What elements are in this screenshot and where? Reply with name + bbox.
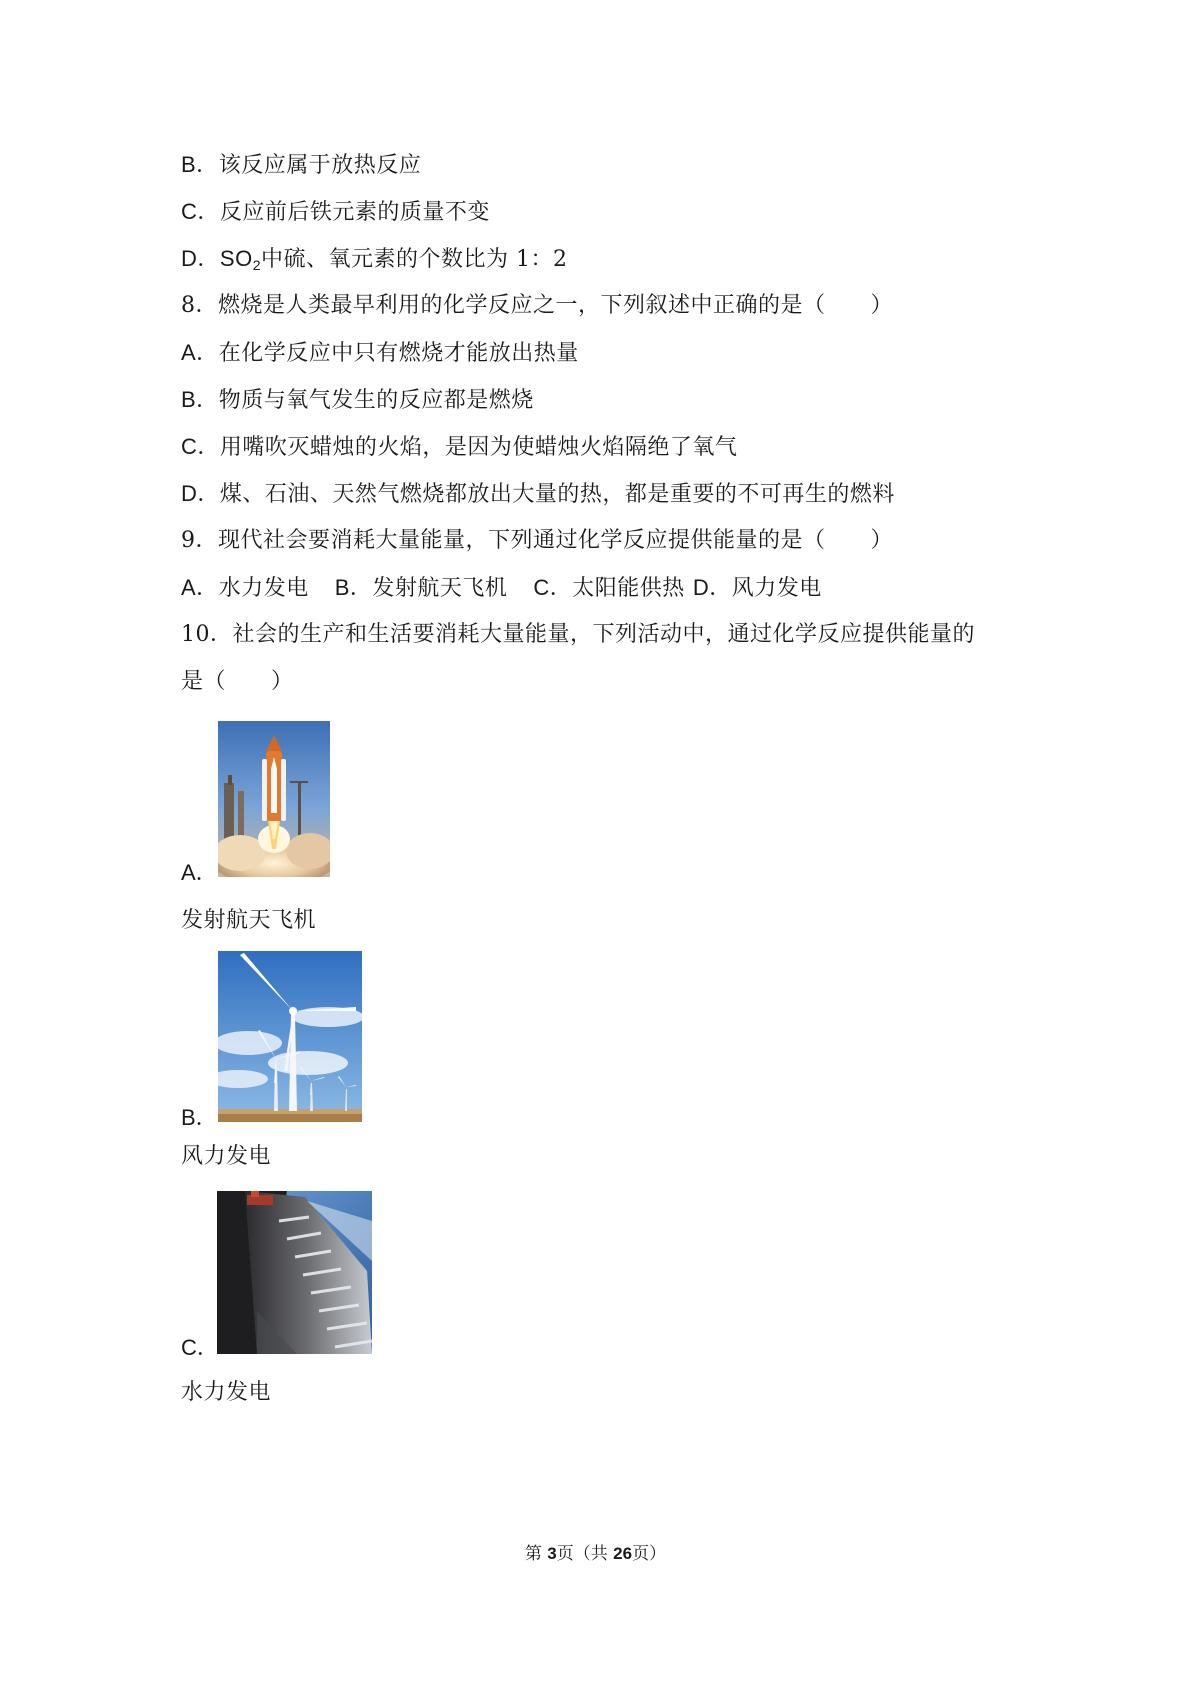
option-10b-label: B． [181,1105,218,1130]
option-label: D． [181,246,220,271]
option-10b-caption: 风力发电 [181,1144,272,1169]
option-label: D． [181,481,220,506]
option-10c-label: C． [181,1335,219,1360]
option-text: 太阳能供热 [572,576,685,601]
option-label: C． [181,434,220,459]
option-8c [181,432,737,463]
option-8a [181,338,579,369]
option-10a-caption: 发射航天飞机 [181,908,317,933]
question-9-options [181,573,822,604]
option-text: 物质与氧气发生的反应都是燃烧 [218,388,534,413]
question-8: 8．燃烧是人类最早利用的化学反应之一，下列叙述中正确的是（ ） [181,293,893,318]
page-footer [0,1542,1191,1566]
option-label: A． [181,575,219,600]
option-7d [181,244,567,280]
option-label: C． [181,199,220,224]
rocket-launch-image [218,721,330,877]
footer-text: 第 [524,1544,548,1564]
option-text: 在化学反应中只有燃烧才能放出热量 [218,341,579,366]
option-text: 中硫、氧元素的个数比为 1：2 [260,247,568,272]
option-label: B． [181,152,219,177]
formula-text: SO [219,246,253,271]
option-text: 风力发电 [731,576,822,601]
question-9: 9．现代社会要消耗大量能量，下列通过化学反应提供能量的是（ ） [181,528,893,553]
option-label: B． [181,387,219,412]
option-label: A． [181,340,219,365]
option-text: 反应前后铁元素的质量不变 [219,200,490,225]
option-label: B． [334,575,373,600]
option-10a-label: A． [181,860,218,885]
option-8d [181,479,895,510]
option-text: 煤、石油、天然气燃烧都放出大量的热，都是重要的不可再生的燃料 [219,482,895,507]
option-text: 发射航天飞机 [372,576,508,601]
formula-subscript: 2 [252,257,261,273]
option-text: 该反应属于放热反应 [218,153,422,178]
question-10-cont: 是（ ） [181,669,294,694]
footer-text: 页（共 [556,1544,614,1564]
option-10c-caption: 水力发电 [181,1380,272,1405]
option-text: 用嘴吹灭蜡烛的火焰，是因为使蜡烛火焰隔绝了氧气 [219,435,738,460]
hydro-dam-image [217,1191,372,1354]
option-text: 水力发电 [218,576,309,601]
footer-text: 页） [632,1544,667,1564]
question-10: 10．社会的生产和生活要消耗大量能量，下列活动中，通过化学反应提供能量的 [181,622,975,647]
option-7b [181,150,421,181]
total-pages: 26 [613,1544,633,1563]
option-8b [181,385,534,416]
wind-turbine-image [218,951,362,1122]
option-7c [181,197,490,228]
option-label: D． [692,575,732,600]
option-label: C． [533,575,573,600]
page-number: 3 [547,1544,557,1563]
